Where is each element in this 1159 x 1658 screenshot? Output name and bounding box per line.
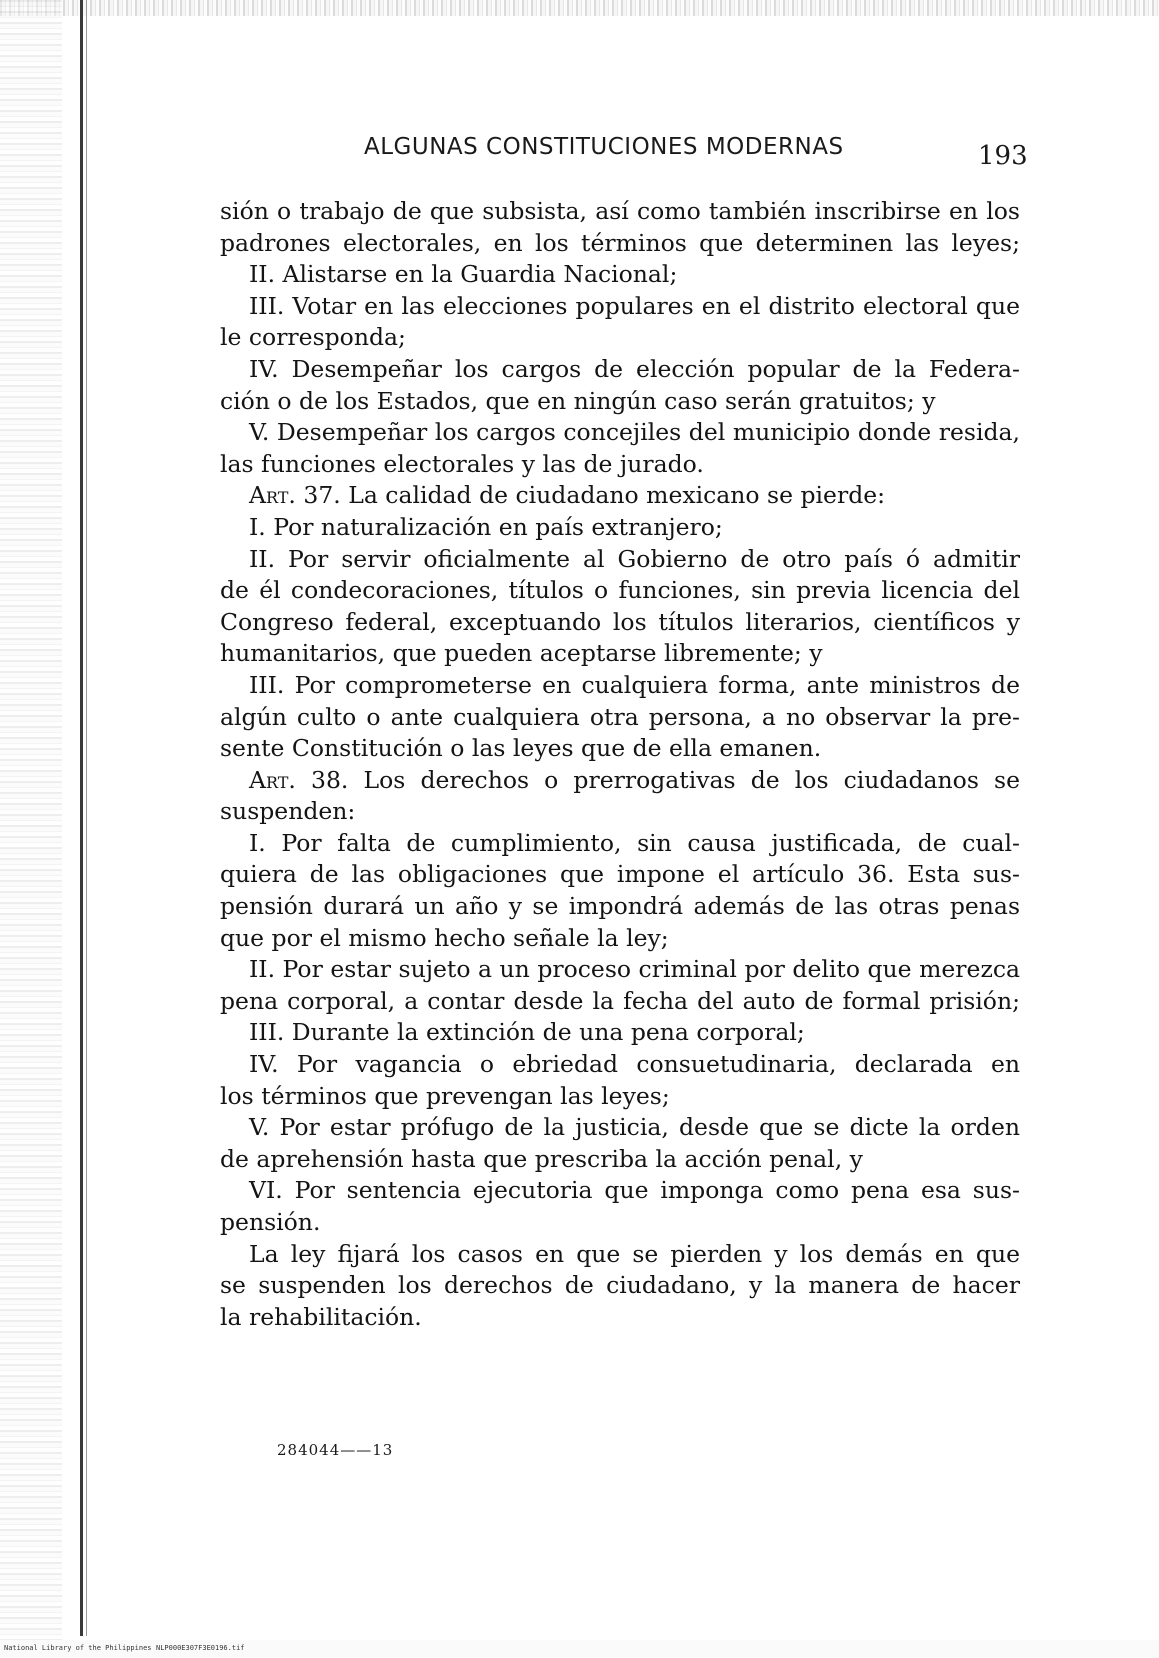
text-line: las funciones electorales y las de jurado. xyxy=(220,449,704,478)
scan-file-id: NLP000E307F3E0196.tif xyxy=(156,1644,245,1652)
text-line: IV. Desempeñar los cargos de elección popular de la Federa- xyxy=(249,354,1020,383)
text-line: se suspenden los derechos de ciudadano, y la manera de hacer xyxy=(220,1271,1020,1300)
text-line: 38. Los derechos o prerrogativas de los ciudadanos se xyxy=(311,765,1020,794)
text-line: suspenden: xyxy=(220,797,356,826)
text-line: I. Por falta de cumplimiento, sin causa justificada, de cual- xyxy=(249,828,1020,857)
text-line: pensión durará un año y se impondrá además de las otras penas xyxy=(220,892,1020,921)
text-line: quiera de las obligaciones que impone el artículo 36. Esta sus- xyxy=(220,860,1020,889)
running-head: ALGUNAS CONSTITUCIONES MODERNAS xyxy=(364,134,844,160)
text-line: humanitarios, que pueden aceptarse libremente; y xyxy=(220,639,823,668)
text-line: ción o de los Estados, que en ningún caso serán gratuitos; y xyxy=(220,386,936,415)
text-line: Congreso federal, exceptuando los títulos literarios, científicos y xyxy=(220,607,1020,636)
text-line: la rehabilitación. xyxy=(220,1302,422,1331)
text-line: que por el mismo hecho señale la ley; xyxy=(220,923,669,952)
article-label: Art. xyxy=(249,481,296,510)
text-line: La ley fijará los casos en que se pierden y los demás en que xyxy=(249,1239,1020,1268)
text-line: algún culto o ante cualquiera otra persona, a no observar la pre- xyxy=(220,702,1020,731)
text-line: pena corporal, a contar desde la fecha del auto de formal prisión; xyxy=(220,986,1020,1015)
text-line: sión o trabajo de que subsista, así como también inscribirse en los xyxy=(220,197,1020,225)
article-37-heading xyxy=(220,480,1020,512)
text-line: I. Por naturalización en país extranjero; xyxy=(249,512,723,541)
text-line: le corresponda; xyxy=(220,323,406,352)
text-line: III. Por comprometerse en cualquiera forma, ante ministros de xyxy=(249,670,1020,699)
text-line: II. Por servir oficialmente al Gobierno de otro país ó admitir xyxy=(249,544,1020,573)
printer-signature-mark: 284044——13 xyxy=(277,1441,394,1459)
text-line: II. Alistarse en la Guardia Nacional; xyxy=(249,260,678,289)
text-line: IV. Por vagancia o ebriedad consuetudinaria, declarada en xyxy=(249,1050,1020,1079)
text-line: de él condecoraciones, títulos o funciones, sin previa licencia del xyxy=(220,576,1020,605)
text-line: V. Por estar prófugo de la justicia, desde que se dicte la orden xyxy=(249,1113,1020,1142)
text-line: sente Constitución o las leyes que de ella emanen. xyxy=(220,734,822,763)
article-38-heading xyxy=(220,765,1020,797)
binding-margin-line-secondary xyxy=(86,0,87,1636)
scan-edge-top xyxy=(0,0,1159,16)
text-line: los términos que prevengan las leyes; xyxy=(220,1081,670,1110)
text-line: de aprehensión hasta que prescriba la acción penal, y xyxy=(220,1144,863,1173)
scan-footer xyxy=(0,1640,1159,1658)
text-line: III. Votar en las elecciones populares en el distrito electoral que xyxy=(249,291,1020,320)
scan-edge-left xyxy=(0,0,62,1640)
text-line: V. Desempeñar los cargos concejiles del municipio donde resida, xyxy=(249,418,1020,447)
page-body xyxy=(220,196,1020,1333)
text-line: 37. La calidad de ciudadano mexicano se pierde: xyxy=(303,481,886,510)
text-line: padrones electorales, en los términos que determinen las leyes; xyxy=(220,228,1020,257)
text-line: VI. Por sentencia ejecutoria que imponga como pena esa sus- xyxy=(249,1176,1020,1205)
text-line: II. Por estar sujeto a un proceso criminal por delito que merezca xyxy=(249,955,1020,984)
page-number: 193 xyxy=(978,141,1028,171)
binding-margin-line xyxy=(80,0,83,1636)
article-label: Art. xyxy=(249,765,296,794)
library-credit: National Library of the Philippines xyxy=(4,1644,152,1652)
text-line: pensión. xyxy=(220,1208,321,1236)
text-line: III. Durante la extinción de una pena corporal; xyxy=(249,1018,805,1047)
